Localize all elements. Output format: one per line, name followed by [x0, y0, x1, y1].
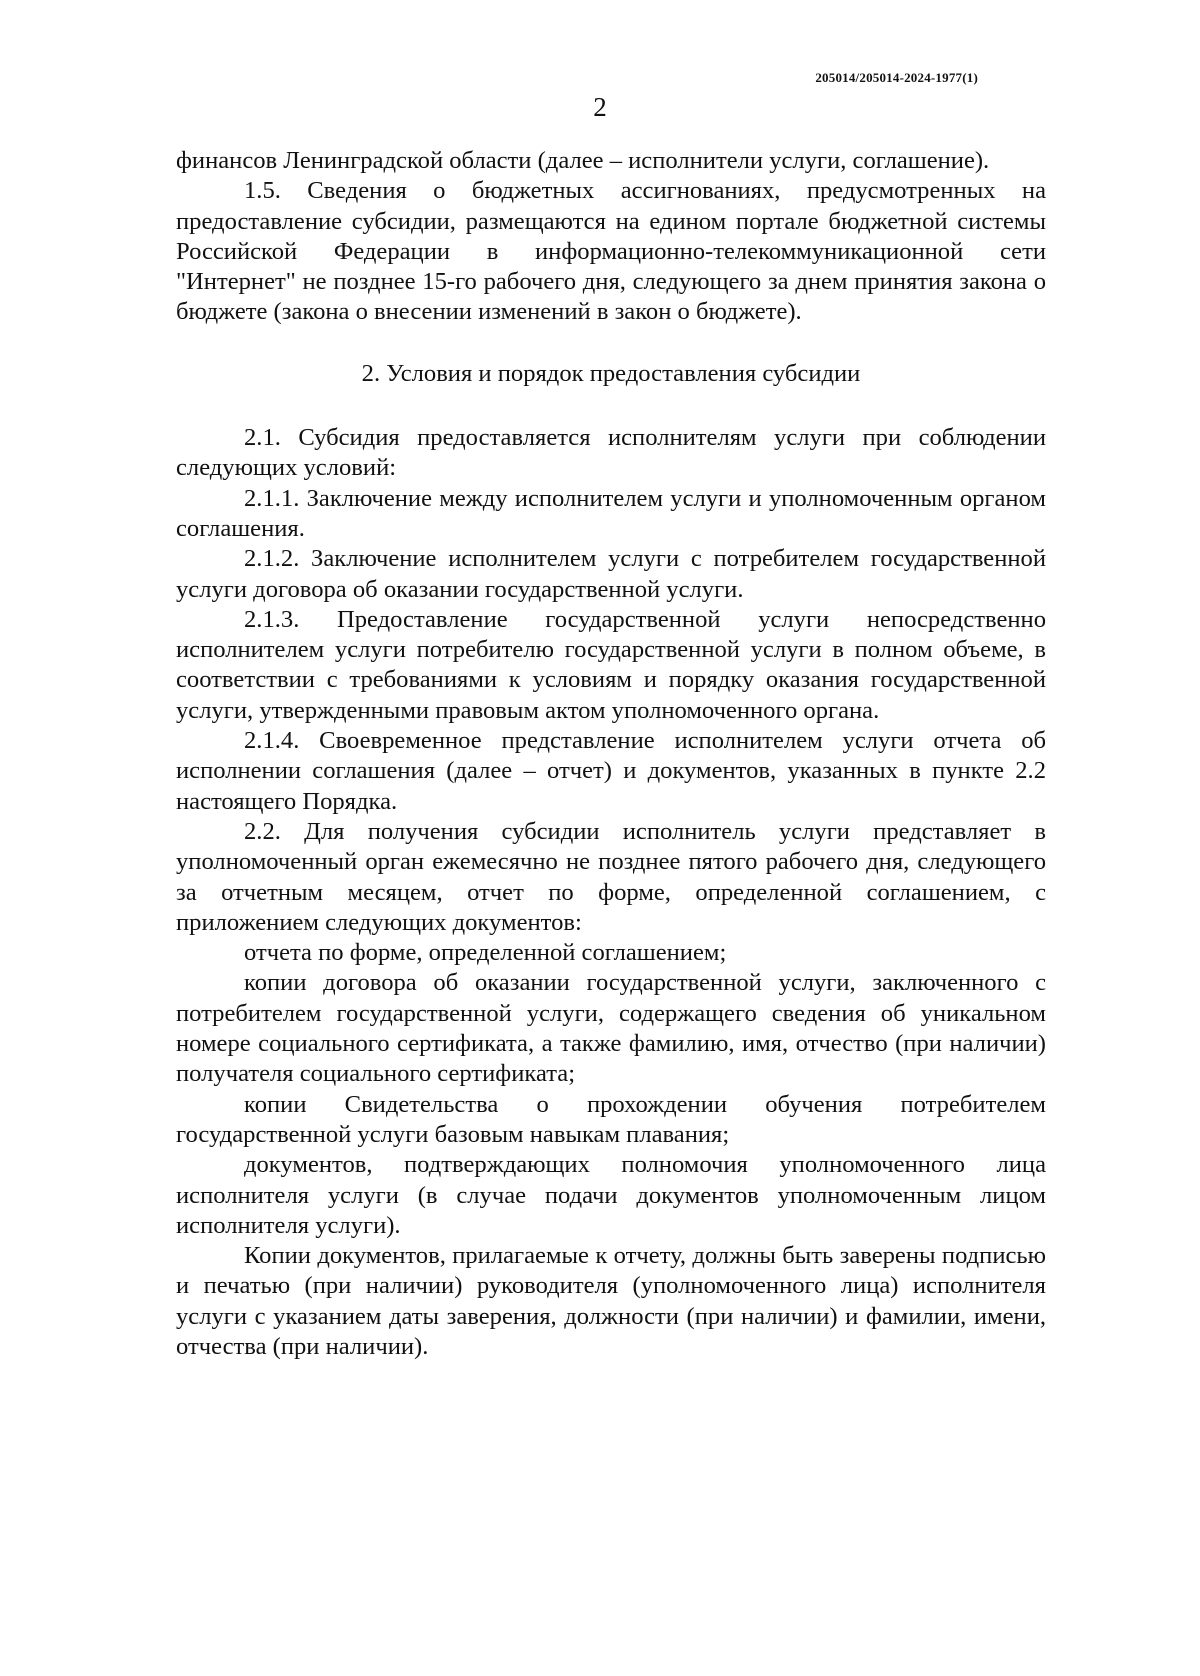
list-item-contract-copy: копии договора об оказании государственной услуги, заключенного с потребителем государственной услуги, содержащего сведения об уникальном номере социального сертификата, а также фамилию, имя, отчество (при наличии) получателя социального сертификата; — [176, 969, 1046, 1088]
paragraph-continuation: финансов Ленинградской области (далее – исполнители услуги, соглашение). — [176, 147, 990, 174]
list-item-certificate-copy: копии Свидетельства о прохождении обучения потребителем государственной услуги базовым навыкам плавания; — [176, 1090, 1046, 1148]
paragraph-2-1-2: 2.1.2. Заключение исполнителем услуги с потребителем государственной услуги договора об оказании государственной услуги. — [176, 545, 1046, 603]
section-heading: 2. Условия и порядок предоставления субсидии — [361, 359, 861, 387]
paragraph-2-1-3: 2.1.3. Предоставление государственной услуги непосредственно исполнителем услуги потребителю государственной услуги в полном объеме, в соответствии с требованиями к условиям и порядку оказания государственной услуги, утвержденными правовым актом уполномоченного органа. — [176, 605, 1046, 724]
paragraph-2-1: 2.1. Субсидия предоставляется исполнителям услуги при соблюдении следующих условий: — [176, 424, 1046, 482]
paragraph-2-2: 2.2. Для получения субсидии исполнитель услуги представляет в уполномоченный орган ежемесячно не позднее пятого рабочего дня, следующего за отчетным месяцем, отчет по форме, определенной соглашением, с приложением следующих документов: — [176, 817, 1046, 936]
list-item-authority-documents: документов, подтверждающих полномочия уполномоченного лица исполнителя услуги (в случае подачи документов уполномоченным лицом исполнителя услуги). — [176, 1151, 1046, 1239]
paragraph-2-1-4: 2.1.4. Своевременное представление исполнителем услуги отчета об исполнении соглашения (далее – отчет) и документов, указанных в пункте 2.2 настоящего Порядка. — [176, 727, 1046, 815]
paragraph-1-5: 1.5. Сведения о бюджетных ассигнованиях, предусмотренных на предоставление субсидии, размещаются на едином портале бюджетной системы Российской Федерации в информационно-телекоммуникационной сети "Интернет" не позднее 15-го рабочего дня, следующего за днем принятия закона о бюджете (закона о внесении изменений в закон о бюджете). — [176, 177, 1046, 326]
page-number: 2 — [593, 92, 607, 122]
paragraph-2-1-1: 2.1.1. Заключение между исполнителем услуги и уполномоченным органом соглашения. — [176, 484, 1046, 542]
document-body — [176, 146, 1046, 1362]
document-registration-number: 205014/205014-2024-1977(1) — [815, 70, 978, 85]
paragraph-certification: Копии документов, прилагаемые к отчету, должны быть заверены подписью и печатью (при наличии) руководителя (уполномоченного лица) исполнителя услуги с указанием даты заверения, должности (при наличии) и фамилии, имени, отчества (при наличии). — [176, 1242, 1046, 1360]
list-item-report: отчета по форме, определенной соглашением; — [244, 939, 727, 967]
